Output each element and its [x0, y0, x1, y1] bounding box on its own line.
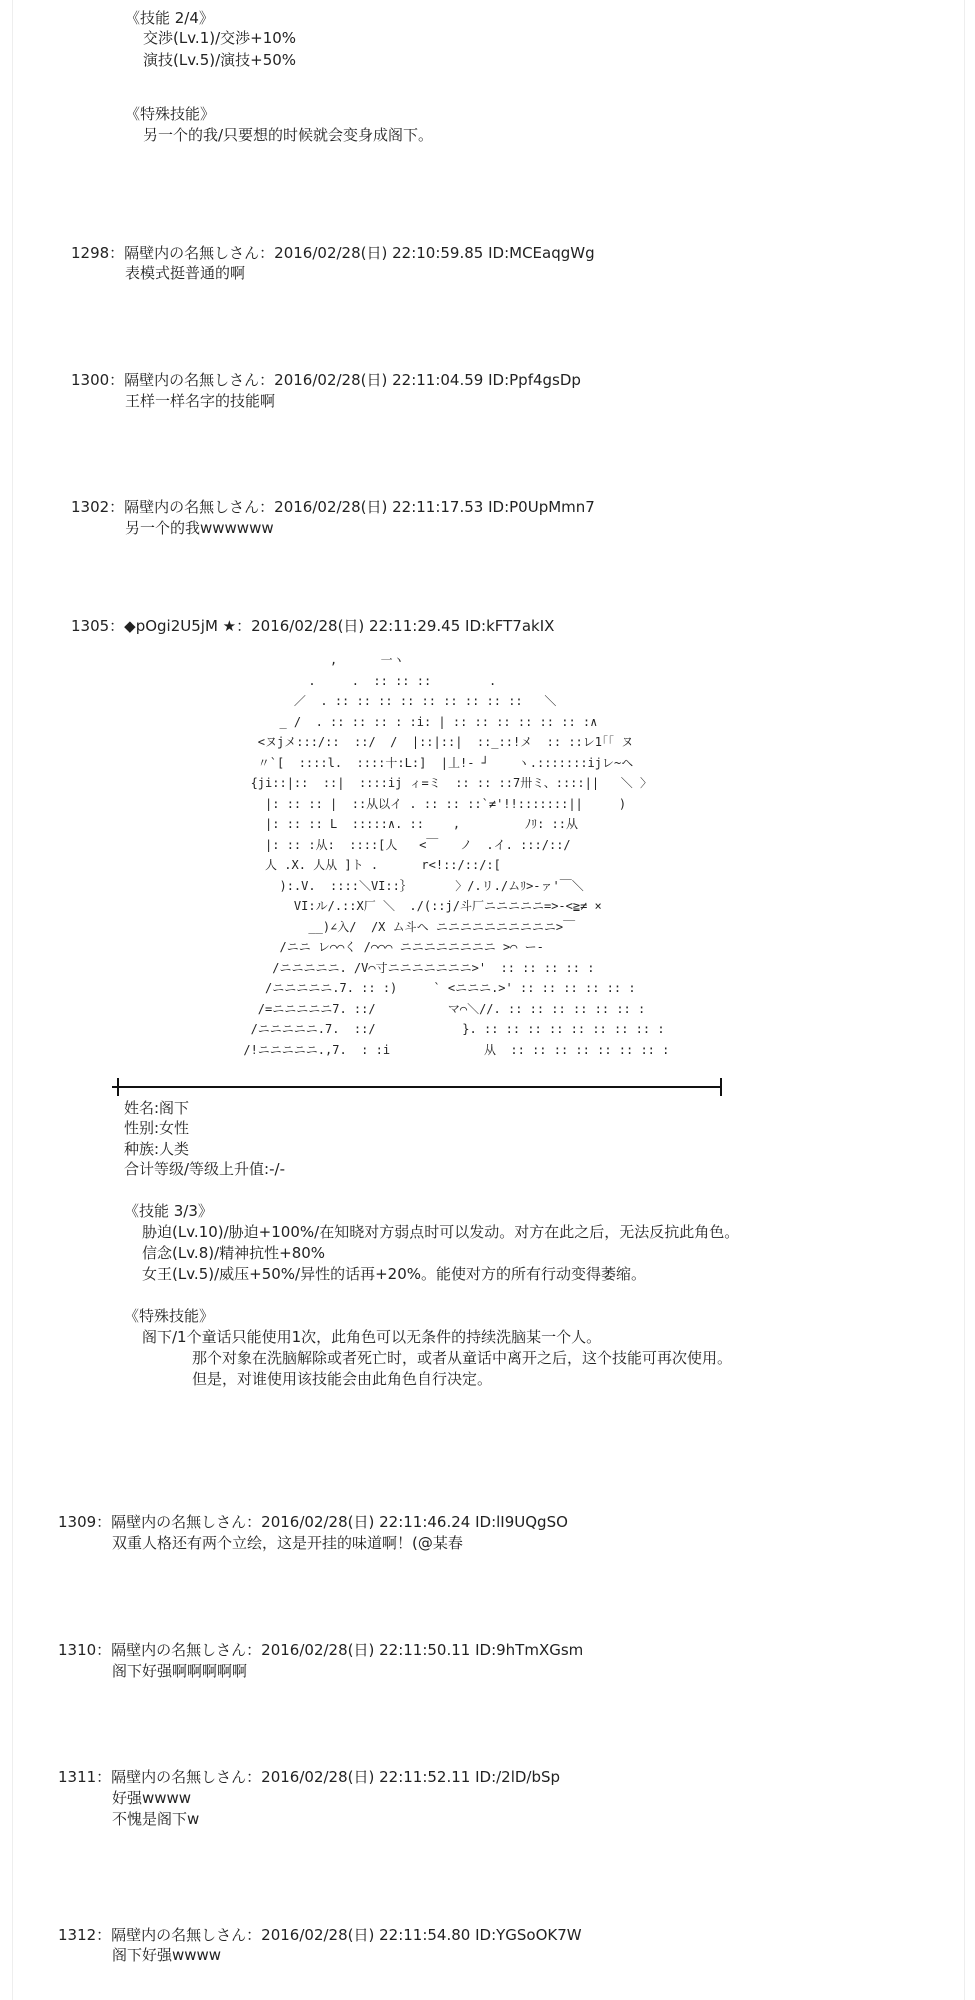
- post-header: 1305：◆pOgi2U5jM ★：2016/02/28(日) 22:11:29.45 ID:kFT7akIX: [71, 617, 555, 635]
- char-skills-header: 《技能 3/3》: [124, 1202, 213, 1220]
- divider-cross-left: [117, 1078, 119, 1096]
- char-skill-line: 信念(Lv.8)/精神抗性+80%: [142, 1244, 326, 1262]
- char-special-header: 《特殊技能》: [124, 1307, 215, 1325]
- divider-line: [112, 1086, 722, 1088]
- char-skill-line: 胁迫(Lv.10)/胁迫+100%/在知晓对方弱点时可以发动。对方在此之后，无法反抗此角色。: [142, 1223, 740, 1241]
- post-header: 1309：隔壁内の名無しさん：2016/02/28(日) 22:11:46.24 ID:lI9UQgSO: [58, 1513, 568, 1531]
- char-special-line: 那个对象在洗脑解除或者死亡时，或者从童话中离开之后，这个技能可再次使用。: [192, 1349, 733, 1367]
- skills-header: 《技能 2/4》: [125, 9, 214, 27]
- ascii-art-character: , 一ヽ . . :: :: :: . ／ . :: :: :: :: :: :: :: :: :: ＼ _ / . :: :: :: : :i: | :: :: :: :: :: :: :∧ <ヌjメ:::/:: ::/ / |::|::| ::_::!メ :: ::レ1｢｢ ヌ 〃`[ ::::l. ::::十:L:] |丄!- ┘ ヽ.:::::::ijレ~ヘ {ji::|:: ::| ::::ij ィ=ミ :: :: ::7卅ミ、::::|| ＼ 〉 |: :: :: | ::从以イ . :: :: ::`≠'!!:::::::|| ) |: :: :: L :::::∧. :: , ﾉﾘ: ::从 |: :: :从: ::::[人 <￣ ノ .イ. :::/::/ 人 .X. 人从 ]ト . r<!::/::/:[ ):.V. ::::＼VI::｝ 〉/.リ./ムﾘ>-ァ'￣＼ VI:ル/.::X厂 ＼ ./(::j/斗厂ニニニニニ=>-<≧≠ × __)∠入/ /X ム斗ヘ ニニニニニニニニニニ>￣ /ニニ レ⌒⌒く /⌒⌒⌒ ニニニニニニニニ >⌒ ー- /ニニニニニ. /V⌒寸ニニニニニニニ>' :: :: :: :: : /ニニニニニ.7. :: :) ` <ニニニ.>' :: :: :: :: :: : /=ニニニニニ7. ::/ マ⌒＼//. :: :: :: :: :: :: : /ニニニニニ.7. ::/ }. :: :: :: :: :: :: :: :: : /!ニニニニニ.,7. : :i 从 :: :: :: :: :: :: :: :: [243, 653, 670, 1057]
- char-name: 姓名:阁下: [124, 1099, 190, 1117]
- char-gender: 性别:女性: [124, 1119, 190, 1137]
- post-body: 好强wwww: [112, 1789, 192, 1807]
- post-header: 1298：隔壁内の名無しさん：2016/02/28(日) 22:10:59.85 ID:MCEaqgWg: [71, 244, 595, 262]
- post-body: 阁下好强啊啊啊啊啊: [112, 1662, 248, 1680]
- post-body: 阁下好强wwww: [112, 1946, 222, 1964]
- divider-cross-right: [720, 1078, 722, 1096]
- special-skills-header: 《特殊技能》: [125, 105, 216, 123]
- post-body: 表模式挺普通的啊: [125, 264, 246, 282]
- char-special-line: 阁下/1个童话只能使用1次，此角色可以无条件的持续洗脑某一个人。: [142, 1328, 602, 1346]
- special-skill-line: 另一个的我/只要想的时候就会变身成阁下。: [143, 126, 434, 144]
- post-body: 不愧是阁下w: [112, 1810, 200, 1828]
- post-body: 王样一样名字的技能啊: [125, 392, 276, 410]
- post-header: 1312：隔壁内の名無しさん：2016/02/28(日) 22:11:54.80 ID:YGSoOK7W: [58, 1926, 582, 1944]
- char-race: 种族:人类: [124, 1140, 190, 1158]
- char-special-line: 但是，对谁使用该技能会由此角色自行决定。: [192, 1370, 493, 1388]
- skill-line: 演技(Lv.5)/演技+50%: [143, 51, 297, 69]
- skill-line: 交渉(Lv.1)/交渉+10%: [143, 29, 297, 47]
- char-level: 合计等级/等级上升值:-/-: [124, 1160, 285, 1178]
- post-header: 1302：隔壁内の名無しさん：2016/02/28(日) 22:11:17.53 ID:P0UpMmn7: [71, 498, 595, 516]
- post-body: 双重人格还有两个立绘，这是开挂的味道啊！(@某春: [112, 1534, 463, 1552]
- post-header: 1300：隔壁内の名無しさん：2016/02/28(日) 22:11:04.59 ID:Ppf4gsDp: [71, 371, 581, 389]
- post-body: 另一个的我wwwwww: [125, 519, 274, 537]
- char-skill-line: 女王(Lv.5)/威压+50%/异性的话再+20%。能使对方的所有行动变得萎缩。: [142, 1265, 647, 1283]
- post-header: 1310：隔壁内の名無しさん：2016/02/28(日) 22:11:50.11 ID:9hTmXGsm: [58, 1641, 584, 1659]
- post-header: 1311：隔壁内の名無しさん：2016/02/28(日) 22:11:52.11 ID:/2lD/bSp: [58, 1768, 561, 1786]
